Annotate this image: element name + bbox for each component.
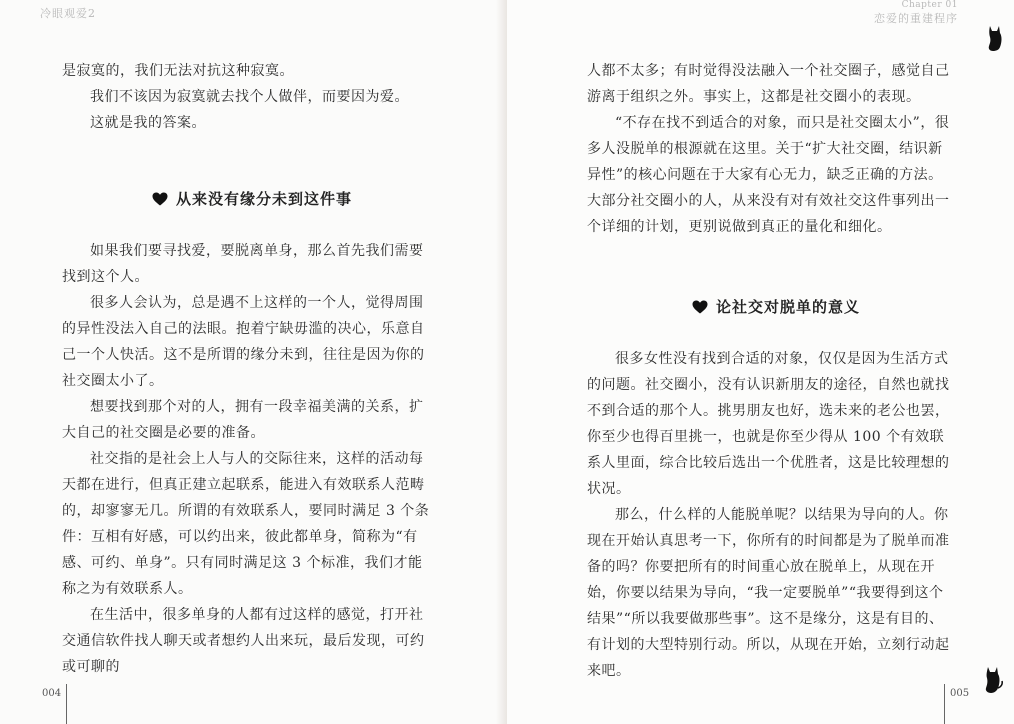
section-heading-right <box>692 296 860 317</box>
heart-icon <box>692 300 708 314</box>
paragraph: 想要找到那个对的人，拥有一段幸福美满的关系，扩大自己的社交圈是必要的准备。 <box>62 399 424 441</box>
cat-icon <box>982 664 1004 694</box>
paragraph: 那么，什么样的人能脱单呢？以结果为导向的人。你现在开始认真思考一下，你所有的时间都是为了脱单而准备的吗？你要把所有的时间重心放在脱单上，从现在开始，你要以结果为导向，“我一定要脱单”“我要得到这个结果”“所以我要做那些事”。这不是缘分，这是有目的、有计划的大型特别行动。所以，从现在开始，立刻行动起来吧。 <box>587 507 950 679</box>
section-heading-text: 从来没有缘分未到这件事 <box>176 190 353 208</box>
page-number-right: 005 <box>950 688 970 699</box>
right-top-text <box>587 58 954 240</box>
paragraph: “不存在找不到适合的对象，而只是社交圈太小”，很多人没脱单的根源就在这里。关于“扩大社交圈，结识新异性”的核心问题在于大家有心无力，缺乏正确的方法。大部分社交圈小的人，从来没有对有效社交这件事列出一个详细的计划，更别说做到真正的量化和细化。 <box>587 115 950 235</box>
paragraph: 如果我们要寻找爱，要脱离单身，那么首先我们需要找到这个人。 <box>62 243 424 285</box>
running-head-right <box>874 0 958 26</box>
paragraph: 是寂寞的，我们无法对抗这种寂寞。 <box>62 63 294 79</box>
heart-icon <box>152 192 168 206</box>
gutter-shadow-left <box>496 0 507 724</box>
paragraph: 人都不太多；有时觉得没法融入一个社交圈子，感觉自己游离于组织之外。事实上，这都是社交圈小的表现。 <box>587 63 950 105</box>
cat-icon <box>986 24 1004 52</box>
page-number-left: 004 <box>42 688 62 699</box>
running-head-left-text: 冷眼观爱2 <box>40 7 96 20</box>
running-head-title: 恋爱的重建程序 <box>874 12 958 25</box>
paragraph: 很多人会认为，总是遇不上这样的一个人，觉得周围的异性没法入自己的法眼。抱着宁缺毋滥的决心，乐意自己一个人快活。这不是所谓的缘分未到，往往是因为你的社交圈太小了。 <box>62 295 425 389</box>
left-top-text <box>62 58 432 136</box>
page-rule-right <box>944 684 945 724</box>
paragraph: 社交指的是社会上人与人的交际往来，这样的活动每天都在进行，但真正建立起联系，能进入有效联系人范畴的，却寥寥无几。所谓的有效联系人，要同时满足 3 个条件：互相有好感，可以约出来，彼此都单身，简称为“有感、可约、单身”。只有同时满足这 3 个标准，我们才能称之为有效联系人。 <box>62 451 430 597</box>
page-rule-left <box>66 684 67 724</box>
left-body-text <box>62 238 432 680</box>
section-heading-text: 论社交对脱单的意义 <box>716 298 861 316</box>
paragraph: 很多女性没有找到合适的对象，仅仅是因为生活方式的问题。社交圈小，没有认识新朋友的途径，自然也就找不到合适的那个人。挑男朋友也好，选未来的老公也罢，你至少也得百里挑一，也就是你至少得从 100 个有效联系人里面，综合比较后选出一个优胜者，这是比较理想的状况。 <box>587 351 950 497</box>
paragraph: 我们不该因为寂寞就去找个人做伴，而要因为爱。 <box>90 89 409 105</box>
running-head-chapter: Chapter 01 <box>901 0 958 10</box>
paragraph: 这就是我的答案。 <box>90 115 206 131</box>
right-body-text <box>587 346 954 684</box>
running-head <box>40 5 96 21</box>
section-heading-left <box>152 188 352 209</box>
paragraph: 在生活中，很多单身的人都有过这样的感觉，打开社交通信软件找人聊天或者想约人出来玩，最后发现，可约或可聊的 <box>62 607 425 675</box>
